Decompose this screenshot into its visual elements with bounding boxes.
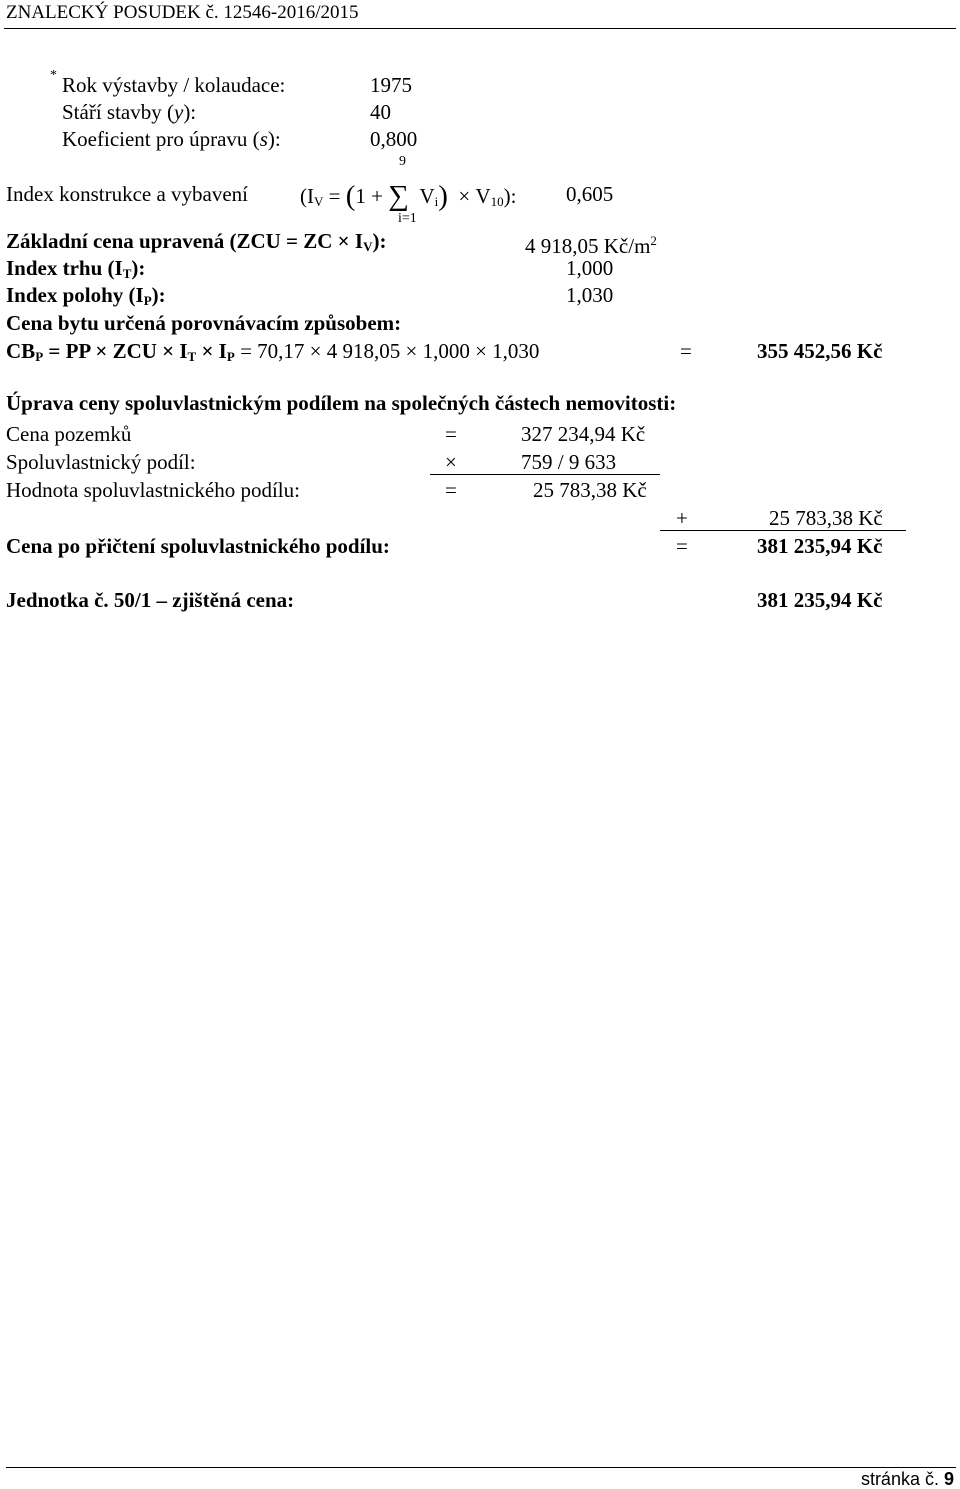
sum-lower-limit: i=1	[398, 211, 417, 226]
index-construction-label: Index konstrukce a vybavení	[6, 182, 249, 206]
page-footer	[861, 1469, 954, 1489]
sum-upper-limit: 9	[399, 154, 406, 169]
unit-result-value: 381 235,94 Kč	[757, 588, 883, 612]
share-row-operator: =	[445, 478, 457, 502]
market-index-value: 1,000	[566, 256, 614, 280]
footnote-asterisk: *	[50, 68, 57, 83]
year-label: Rok výstavby / kolaudace:	[62, 73, 286, 97]
document-header-title: ZNALECKÝ POSUDEK č. 12546-2016/2015	[6, 2, 359, 23]
market-index-label: Index trhu $(I_T)$:	[6, 256, 146, 281]
age-label: Stáří stavby (y):	[62, 100, 197, 124]
unit-result-label: Jednotka č. 50/1 – zjištěná cena:	[6, 588, 295, 612]
add-operator: +	[676, 506, 688, 530]
total-value: 381 235,94 Kč	[757, 534, 883, 558]
coefficient-value: 0,800	[370, 127, 418, 151]
base-price-label: Základní cena upravená (ZCU = ZC × $I_V$):	[6, 229, 387, 254]
share-row-operator: ×	[445, 450, 457, 474]
comparison-heading: Cena bytu určená porovnávacím způsobem:	[6, 311, 402, 335]
total-label: Cena po přičtení spoluvlastnického podílu:	[6, 534, 390, 558]
sum-sign-icon: ∑	[388, 180, 409, 212]
total-operator: =	[676, 534, 688, 558]
share-row-label: Hodnota spoluvlastnického podílu:	[6, 478, 300, 502]
page-number: 9	[943, 1469, 954, 1489]
share-row-value: 759 / 9 633	[521, 450, 617, 474]
page-label: stránka č.	[860, 1469, 939, 1489]
share-row-value: 327 234,94 Kč	[521, 422, 646, 446]
index-construction-formula: ($I_V = (1$ + ∑ $V_i) \times V_{10}$):	[300, 180, 517, 212]
comparison-equals: =	[680, 339, 692, 363]
add-value: 25 783,38 Kč	[769, 506, 883, 530]
share-row-operator: =	[445, 422, 457, 446]
footer-rule	[6, 1467, 956, 1468]
share-row-value: 25 783,38 Kč	[533, 478, 647, 502]
index-construction-value: 0,605	[566, 182, 614, 206]
year-value: 1975	[370, 73, 412, 97]
location-index-value: 1,030	[566, 283, 614, 307]
header-rule	[4, 28, 956, 29]
comparison-result: 355 452,56 Kč	[757, 339, 883, 363]
coefficient-label: Koeficient pro úpravu (s):	[62, 127, 281, 151]
comparison-formula: $CB_P$ = PP × ZCU × $I_T \times I_P = 70,17 \times 4$ 918,05 × 1,000 × 1,030	[6, 339, 540, 364]
location-index-label: Index polohy $(I_P)$:	[6, 283, 166, 308]
base-price-value: 4 918,05 $Kč/m^2$	[525, 233, 657, 258]
total-sum-rule	[660, 530, 906, 531]
age-value: 40	[370, 100, 391, 124]
share-heading: Úprava ceny spoluvlastnickým podílem na společných částech nemovitosti:	[6, 391, 677, 415]
share-sum-rule	[430, 474, 660, 475]
share-row-label: Cena pozemků	[6, 422, 132, 446]
share-row-label: Spoluvlastnický podíl:	[6, 450, 196, 474]
